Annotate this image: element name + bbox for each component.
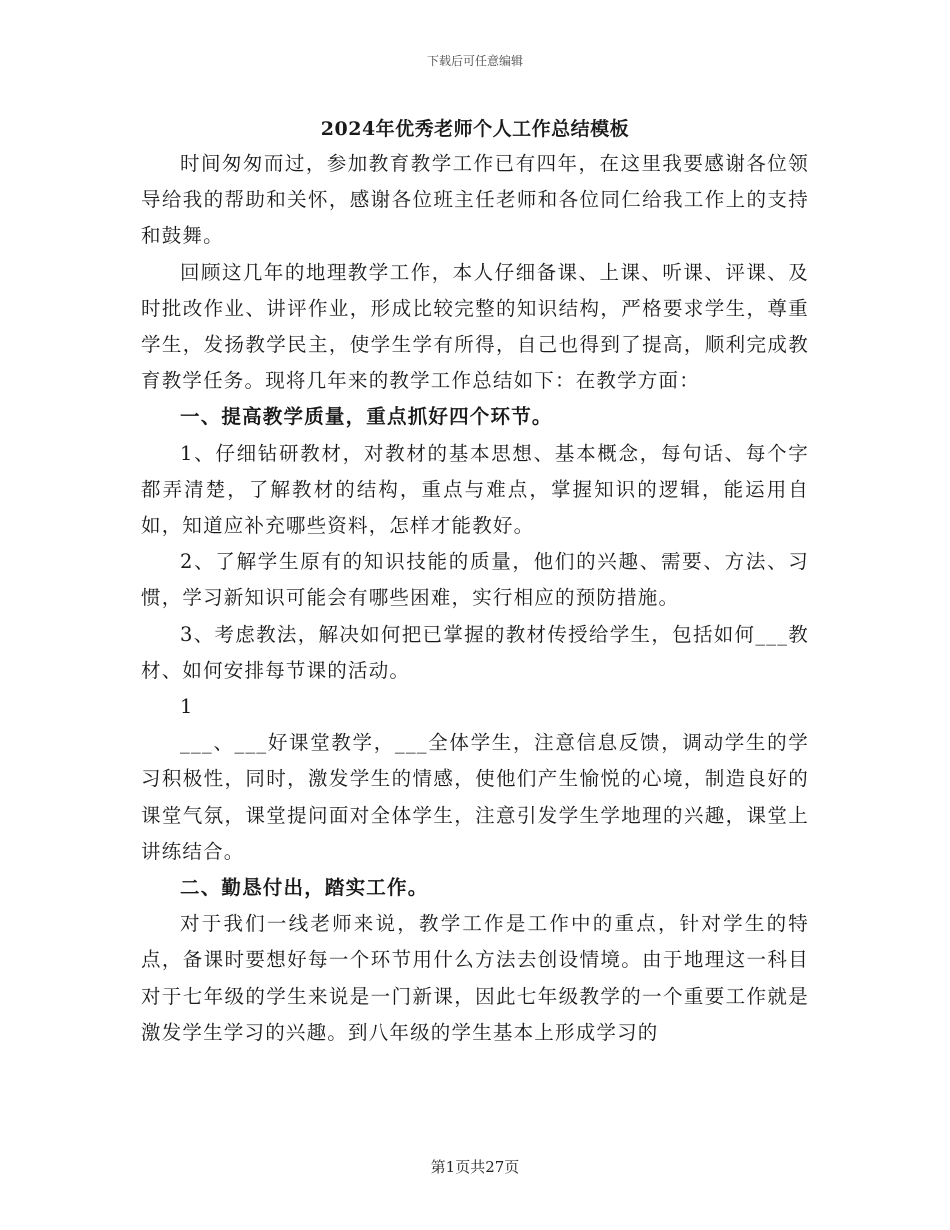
list-item-1: 1、仔细钻研教材，对教材的基本思想、基本概念，每句话、每个字都弄清楚，了解教材的结构，重点与难点，掌握知识的逻辑，能运用自如，知道应补充哪些资料，怎样才能教好。 [141, 441, 809, 538]
document-title: 2024年优秀老师个人工作总结模板 [320, 118, 630, 140]
list-item-3: 3、考虑教法，解决如何把已掌握的教材传授给学生，包括如何___教材、如何安排每节课的活动。 [141, 622, 809, 682]
section-heading-2: 二、勤恳付出，踏实工作。 [180, 876, 429, 900]
paragraph-review: 回顾这几年的地理教学工作，本人仔细备课、上课、听课、评课、及时批改作业、讲评作业，形成比较完整的知识结构，严格要求学生，尊重学生，发扬教学民主，使学生学有所得，自己也得到了提高，顺利完成教育教学任务。现将几年来的教学工作总结如下：在教学方面： [141, 260, 809, 393]
list-item-2: 2、了解学生原有的知识技能的质量，他们的兴趣、需要、方法、习惯，学习新知识可能会有哪些困难，实行相应的预防措施。 [141, 550, 809, 610]
document-body [141, 146, 809, 1051]
section-heading-1: 一、提高教学质量，重点抓好四个环节。 [180, 405, 553, 429]
header-note: 下载后可任意编辑 [426, 54, 523, 68]
paragraph-diligence: 对于我们一线老师来说，教学工作是工作中的重点，针对学生的特点，备课时要想好每一个环节用什么方法去创设情境。由于地理这一科目对于七年级的学生来说是一门新课，因此七年级教学的一个重要工作就是激发学生学习的兴趣。到八年级的学生基本上形成学习的 [141, 912, 809, 1044]
paragraph-intro: 时间匆匆而过，参加教育教学工作已有四年，在这里我要感谢各位领导给我的帮助和关怀，感谢各位班主任老师和各位同仁给我工作上的支持和鼓舞。 [141, 152, 809, 248]
paragraph-classroom: ___、___好课堂教学，___全体学生，注意信息反馈，调动学生的学习积极性，同时，激发学生的情感，使他们产生愉悦的心境，制造良好的课堂气氛，课堂提问面对全体学生，注意引发学生学地理的兴趣，课堂上讲练结合。 [141, 731, 809, 863]
page-footer: 第1页共27页 [430, 1158, 520, 1176]
inline-page-number: 1 [180, 695, 194, 719]
